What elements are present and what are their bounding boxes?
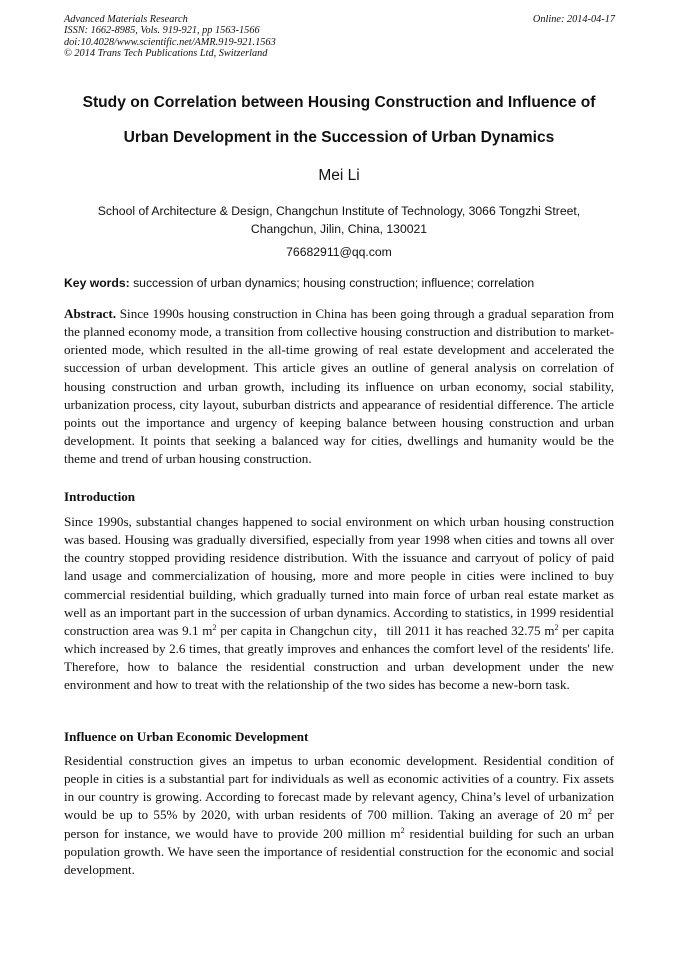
text-run: residential building for such an urban population growth. We have seen the importance of residential construction for the economic and social development. xyxy=(64,825,615,877)
journal-copyright: © 2014 Trans Tech Publications Ltd, Switzerland xyxy=(64,48,268,60)
abstract-text: Since 1990s housing construction in China has been going through a gradual separation from the planned economy mode, a transition from collective housing construction and distribution to market-oriented mode, which resulted in the all-time growing of real estate development and accelerated the succession of urban development. This article gives an outline of general analysis on correlation of housing construction and urban growth, including its influence on urban economy, social stability, urbanization process, city layout, suburban districts and appearance of residential difference. The article points out the importance and urgency of keeping balance between housing construction and urban development. It points that seeking a balanced way for cities, dwellings and humanity would be the theme and trend of urban housing construction. xyxy=(64,306,614,467)
affiliation-line-1: School of Architecture & Design, Changchun Institute of Technology, 3066 Tongzhi Street, xyxy=(97,204,581,218)
abstract xyxy=(64,305,614,468)
superscript: 2 xyxy=(588,807,593,817)
economic-body xyxy=(64,752,614,879)
text-run: per person for instance, we would have to provide 200 million m xyxy=(64,807,614,841)
keywords-text: succession of urban dynamics; housing construction; influence; correlation xyxy=(129,276,535,290)
keywords xyxy=(64,276,624,290)
superscript: 2 xyxy=(554,622,559,632)
affiliation xyxy=(64,202,614,238)
keywords-label: Key words: xyxy=(64,276,130,290)
paper-title xyxy=(40,85,638,155)
online-date: Online: 2014-04-17 xyxy=(532,14,615,25)
title-line-1: Study on Correlation between Housing Construction and Influence of xyxy=(82,94,596,111)
superscript: 2 xyxy=(400,825,405,835)
introduction-body xyxy=(64,513,614,695)
journal-name: Advanced Materials Research xyxy=(64,14,188,25)
text-run: Residential construction gives an impetus to urban economic development. Residential condition of people in cities is a substantial part for individuals as well as economic activities of a country. Fix assets in our country is growing. According to forecast made by relevant agency, China’s level of urbanization would be up to 55% by 2020, with urban residents of 700 million. Taking an average of 20 m xyxy=(64,753,614,823)
affiliation-line-2: Changchun, Jilin, China, 130021 xyxy=(250,222,428,236)
text-run: per capita which increased by 2.6 times, that greatly improves and enhances the comfort level of the residents' life. Therefore, how to balance the residential construction and urban development under the new environment and how to treat with the relationship of the two sides has become a new-born task. xyxy=(64,622,615,693)
text-run: per capita in Changchun city，till 2011 it has reached 32.75 m xyxy=(216,622,555,638)
journal-issn: ISSN: 1662-8985, Vols. 919-921, pp 1563-1566 xyxy=(64,25,260,37)
abstract-label: Abstract. xyxy=(64,306,116,321)
title-line-2: Urban Development in the Succession of Urban Dynamics xyxy=(123,129,555,146)
superscript: 2 xyxy=(212,622,217,632)
journal-info xyxy=(64,14,276,60)
section-heading-economic: Influence on Urban Economic Development xyxy=(64,729,309,744)
journal-doi: doi:10.4028/www.scientific.net/AMR.919-921.1563 xyxy=(64,36,276,48)
text-run: Since 1990s, substantial changes happened to social environment on which urban housing construction was based. Housing was gradually diversified, especially from year 1998 when cities and towns all over the country stopped providing residence distribution. With the issuance and carryout of policy of paid land usage and commercialization of housing, more and more people in cities were inclined to buy commercial residential building, which gradually turned into main force of urban real estate market as well as an important part in the succession of urban dynamics. According to statistics, in 1999 residential construction area was 9.1 m xyxy=(64,514,614,638)
section-heading-introduction: Introduction xyxy=(64,489,136,504)
author-name: Mei Li xyxy=(318,167,360,184)
author-email: 76682911@qq.com xyxy=(286,245,392,259)
